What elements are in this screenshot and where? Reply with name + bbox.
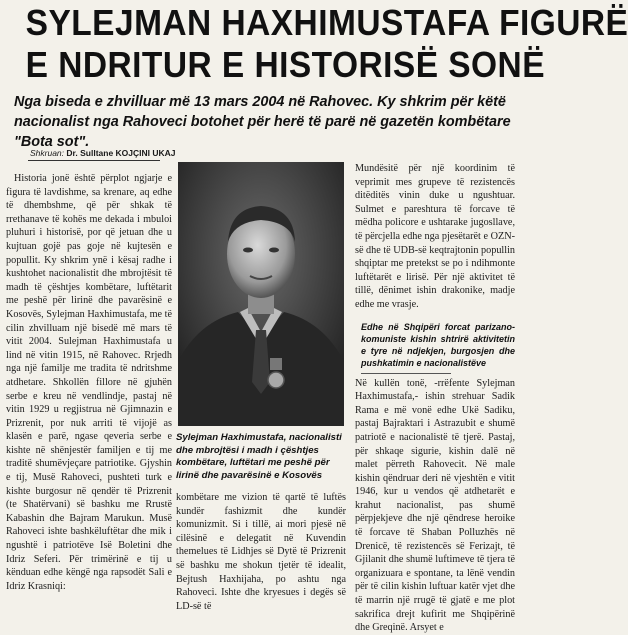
byline-rule	[28, 160, 160, 161]
left-column-text: Historia jonë është përplot ngjarje e figura të lavdishme, sa krenare, aq edhe të dhembshme, që për shkak të rrethanave të kohës me dekada i mbuloi pluhuri i historisë, por që jetuan dhe u kujtuan gojë pas goje në kujtesën e popullit. Ky shkrim ynë i kësaj radhe i kushtohet nacionalistit dhe mbrojtësit të madh të çështjes kombëtare, luftëtarit me peshë për lirinë dhe pavarësinë e Kosovës, Sylejman Haxhimustafa, me të cilin zhvilluam një bisedë më mars të vitit 2004. Sulejman Haxhimustafa u lind në vitin 1915, në Rahovec. Rrjedh nga një familje me tradita të ndritshme atdhetare. Shkollën fillore në gjuhën serbe e kreu në vendlindje, pastaj në vitin 1929 u regjistrua në Gjimnazin e Prizrenit, por nuk arriti të vijojë as klasën e parë, ngase qeveria serbe e kishte në shënjestër familjen e tij me traditë shumëvjeçare patriotike. Gjyshin e tij, Musë Rahoveci, pushteti turk e kishte burgosur në qendër të Prizrenit (te Shatërvani) së bashku me Rrustë Kabashin dhe Bajram Marukun. Musë Rahoveci ishte bashkëluftëtar dhe mik i ngushtë i patriotëve Isë Boletini dhe Idriz Seferi. Për trimërinë e tij u kënduan edhe këngë nga rapsodët Sali e Idriz Krasniqi:	[6, 173, 172, 592]
headline	[25, 2, 628, 86]
article-column-left	[6, 172, 172, 600]
article-column-right	[355, 162, 515, 634]
portrait-illustration	[178, 162, 344, 426]
article-column-middle	[176, 491, 346, 612]
headline-line-1: SYLEJMAN HAXHIMUSTAFA FIGURË	[25, 2, 628, 43]
headline-line-2: E NDRITUR E HISTORISË SONË	[25, 44, 546, 85]
byline-prefix: Shkruan:	[30, 148, 65, 158]
pull-quote-rule	[361, 373, 451, 374]
subheadline: Nga biseda e zhvilluar më 13 mars 2004 në Rahovec. Ky shkrim për këtë nacionalist nga Rahoveci botohet për herë të parë në gazetën kombëtare "Bota sot".	[14, 94, 511, 150]
byline-author: Dr. Sulltane KOJÇINI UKAJ	[66, 148, 176, 158]
portrait-photo	[178, 162, 344, 426]
photo-caption: Sylejman Haxhimustafa, nacionalisti dhe mbrojtësi i madh i çështjes kombëtare, luftëtari me peshë për lirinë dhe pavarësinë e Kosovës	[176, 432, 342, 481]
middle-column-text: kombëtare me vizion të qartë të luftës kundër fashizmit dhe kundër komunizmit. Si i tillë, ai mori pjesë në cilësinë e delegatit në Kuvendin themelues të Lidhjes së Dytë të Prizrenit së bashku me shokun tjetër të idealit, Bejtush Haxhijaha, po ashtu nga Rahoveci. Ishte dhe kryesues i degës së LD-së të	[176, 492, 346, 612]
byline	[30, 148, 300, 158]
right-column-text-bottom: Në kullën tonë, -rrëfente Sylejman Haxhimustafa,- ishin strehuar Sadik Rama e më vonë edhe Ukë Sadiku, pastaj Bajraktari i Astrazubit e shumë patriotë e nacionalistë të tjerë. Pastaj, për shkaqe sigurie, kishin dalë në malet përreth Rahovecit. Në male kishin qëndruar deri në vjeshtën e vitit 1946, kur u vendos që atdhetarët e krahut nacionalist, pas shumë përpjekjeve dhe një qëndrese heroike të forcave të Shaban Polluzhës në Drenicë, të rezistencës së Ferizajt, të Gjilanit dhe shumë luftimeve të tjera të organizuara e spontane, ta lënë vendin për të cilin kishin luftuar katër vjet dhe të marrin një rrugë të gjatë e me plot sakrifica drejt kufirit me Shqipërinë dhe Greqinë. Arsyet e	[355, 377, 515, 634]
right-column-text-top: Mundësitë për një koordinim të veprimit mes grupeve të rezistencës ditëditës vinin duke u ngushtuar. Sulmet e pareshtura të forcave të mëdha policore e ushtarake jugosllave, të përcjella edhe nga pjesëtarët e OZN-së dhe të UDB-së keqtrajtonin popullin shqiptar me pretekst se po i ndihmonte luftëtarët e lirisë. Për një aktivitet të tillë, dënimet ishin drakonike, madje edhe me vrasje.	[355, 163, 515, 310]
pull-quote: Edhe në Shqipëri forcat parizano-komuniste kishin shtrirë aktivitetin e tyre në ndjekjen, burgosjen dhe pushkatimin e nacionalistëve	[361, 321, 515, 368]
